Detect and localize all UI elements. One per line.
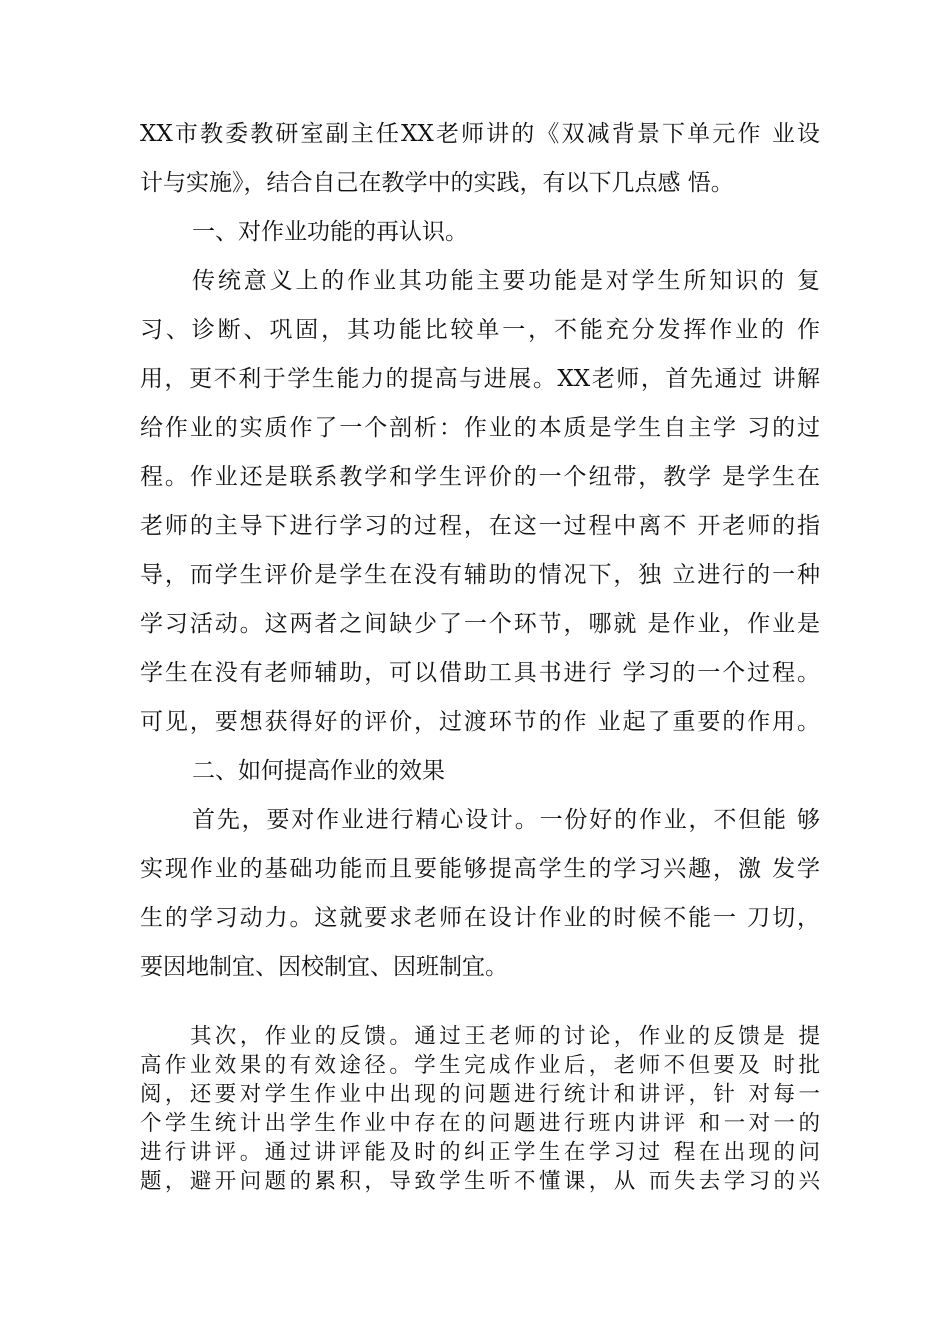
- text-line: 程。作业还是联系教学和学生评价的一个纽带，教学 是学生在: [140, 464, 820, 490]
- text-line: 个学生统计出学生作业中存在的问题进行班内讲评 和一对一的: [140, 1111, 820, 1136]
- text-line: 实现作业的基础功能而且要能够提高学生的学习兴趣，激 发学: [140, 856, 820, 882]
- text-line: 生的学习动力。这就要求老师在设计作业的时候不能一 刀切，: [140, 905, 820, 931]
- feedback-paragraph: [140, 1022, 820, 1196]
- main-text-block: [140, 110, 820, 992]
- text-line: 首先，要对作业进行精心设计。一份好的作业，不但能 够: [192, 807, 820, 833]
- text-line: 计与实施》，结合自己在教学中的实践，有以下几点感 悟。: [140, 170, 734, 196]
- text-line: 习、诊断、巩固，其功能比较单一，不能充分发挥作业的 作: [140, 317, 820, 343]
- text-line: 导，而学生评价是学生在没有辅助的情况下，独 立进行的一种: [140, 562, 820, 588]
- text-line: 进行讲评。通过讲评能及时的纠正学生在学习过 程在出现的问: [140, 1140, 820, 1165]
- text-line: 学生在没有老师辅助，可以借助工具书进行 学习的一个过程。: [140, 660, 820, 686]
- section-heading-2: 二、如何提高作业的效果: [192, 758, 445, 784]
- text-line: 要因地制宜、因校制宜、因班制宜。: [140, 954, 508, 980]
- text-line: 学习活动。这两者之间缺少了一个环节，哪就 是作业，作业是: [140, 611, 820, 637]
- text-line: 用，更不利于学生能力的提高与进展。XX老师，首先通过 讲解: [140, 366, 820, 392]
- text-line: 可见，要想获得好的评价，过渡环节的作 业起了重要的作用。: [140, 709, 820, 735]
- text-line: 题，避开问题的累积，导致学生听不懂课，从 而失去学习的兴: [140, 1169, 820, 1194]
- text-line: 阅，还要对学生作业中出现的问题进行统计和讲评，针 对每一: [140, 1082, 820, 1107]
- text-line: 老师的主导下进行学习的过程，在这一过程中离不 开老师的指: [140, 513, 820, 539]
- text-line: 传统意义上的作业其功能主要功能是对学生所知识的 复: [192, 268, 820, 294]
- text-line: XX市教委教研室副主任XX老师讲的《双减背景下单元作 业设: [140, 121, 820, 147]
- text-line: 其次，作业的反馈。通过王老师的讨论，作业的反馈是 提: [190, 1024, 820, 1049]
- text-line: 给作业的实质作了一个剖析：作业的本质是学生自主学 习的过: [140, 415, 820, 441]
- text-line: 高作业效果的有效途径。学生完成作业后，老师不但要及 时批: [140, 1053, 820, 1078]
- section-heading-1: 一、对作业功能的再认识。: [192, 219, 468, 245]
